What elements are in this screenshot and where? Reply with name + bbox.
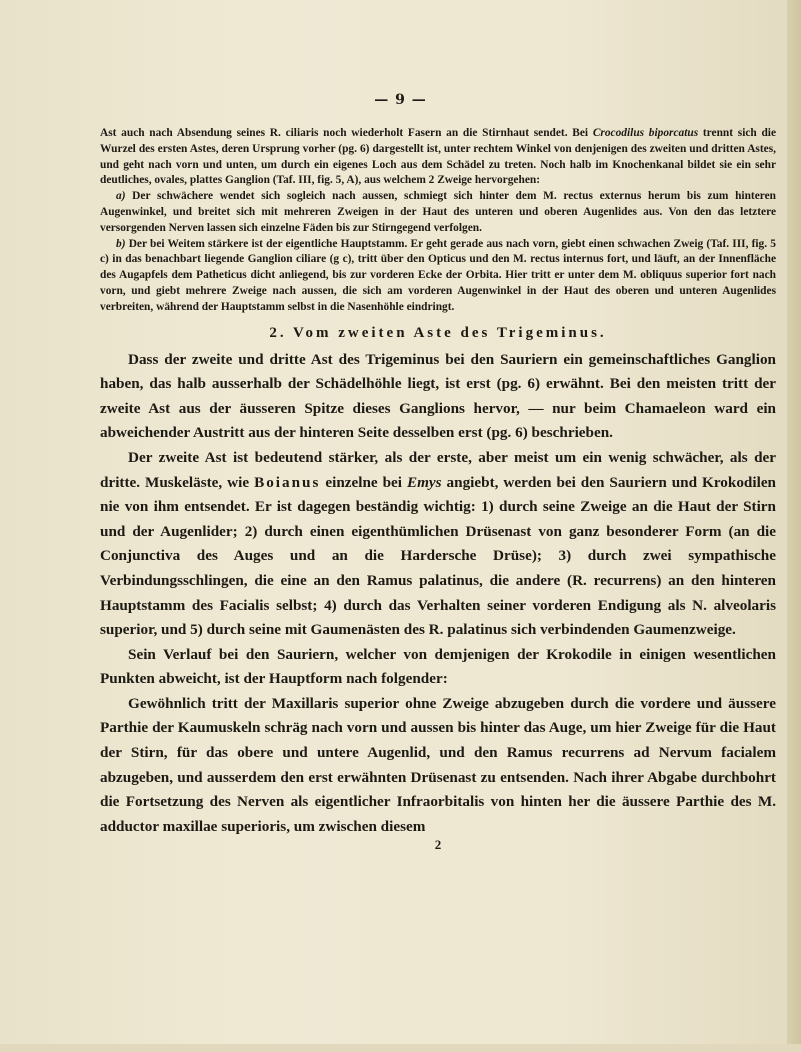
text-run: Der zweite Ast ist bedeutend stärker, als der erste, aber meist um ein wenig schwächer, als der dritte. Muskeläste, wie — [100, 448, 776, 491]
text-run: Der schwächere wendet sich sogleich nach aussen, schmiegt sich hinter dem M. rectus externus herum bis zum hinteren Augenwinkel, und breitet sich mit mehreren Zweigen in der Haut des unteren und oberen Augenlides aus. Von den das letztere versorgenden Nerven lassen sich einzelne Fäden bis zur Stirngegend verfolgen. — [100, 190, 776, 234]
species-name: Emys — [406, 473, 442, 491]
item-label: b) — [116, 237, 126, 250]
page-bottom-edge — [0, 1044, 801, 1052]
paragraph-branch-a — [100, 189, 776, 236]
page-header: — 9 — — [374, 92, 427, 108]
signature-mark: 2 — [434, 837, 442, 853]
paragraph-ganglion: Dass der zweite und dritte Ast des Trigeminus bei den Sauriern ein gemeinschaftliches Ganglion haben, das halb ausserhalb der Schädelhöhle liegt, ist erst (pg. 6) erwähnt. Bei den meisten tritt der zweite Ast aus der äusseren Spitze dieses Ganglions hervor, — nur beim Chamaeleon ward ein abweichender Austritt aus der hinteren Seite desselben erst (pg. 6) beschrieben. — [100, 350, 776, 442]
paragraph-course: Sein Verlauf bei den Sauriern, welcher von demjenigen der Krokodile in einigen wesentlichen Punkten abweicht, ist der Hauptform nach folgender: — [100, 645, 776, 688]
section-heading: 2. Vom zweiten Aste des Trigeminus. — [269, 324, 607, 341]
page-edge-shadow — [787, 0, 801, 1052]
species-name: Crocodilus biporcatus — [592, 127, 699, 139]
page-content — [100, 126, 776, 853]
author-name: Boianus — [254, 473, 321, 491]
paragraph-branch-b — [100, 237, 776, 316]
text-run: trennt sich die Wurzel des ersten Astes, deren Ursprung vorher (pg. 6) dargestellt ist, unter rechtem Winkel von denjenigen des zweiten und dritten Astes, und geht nach vorn und unten, um durch ein eigenes Loch aus dem Schädel zu treten. Noch halb im Knochenkanal bildet sie ein sehr deutliches, ovales, plattes Ganglion (Taf. III, fig. 5, A), aus welchem 2 Zweige hervorgehen: — [100, 127, 777, 187]
main-text-block — [100, 348, 776, 840]
item-label: a) — [116, 190, 126, 203]
text-run: einzelne bei — [320, 473, 407, 491]
text-run: angiebt, werden bei den Sauriern und Krokodilen nie von ihm entsendet. Er ist dagegen beständig wichtig: 1) durch seine Zweige an die Haut der Stirn und der Augenlider; 2) durch einen eigenthümlichen Drüsenast von ganz besonderer Form (an die Conjunctiva des Auges und an die Hardersche Drüse); 3) durch zwei sympathische Verbindungsschlingen, die eine an den Ramus palatinus, die andere (R. recurrens) an den hinteren Hauptstamm des Facialis selbst; 4) durch das Verhalten seiner vorderen Endigung als N. alveolaris superior, und 5) durch seine mit Gaumenästen des R. palatinus sich verbindenden Gaumenzweige. — [100, 473, 777, 639]
paragraph-maxillaris: Gewöhnlich tritt der Maxillaris superior ohne Zweige abzugeben durch die vordere und äussere Parthie der Kaumuskeln schräg nach vorn und aussen bis hinter das Auge, um hier Zweige für die Haut der Stirn, für das obere und untere Augenlid, und den Ramus recurrens ad Nervum facialem abzugeben, und ausserdem den erst erwähnten Drüsenast zu entsenden. Nach ihrer Abgabe durchbohrt die Fortsetzung des Nerven als eigentlicher Infraorbitalis von hinten her die äussere Parthie des M. adductor maxillae superioris, um zwischen diesem — [100, 694, 776, 835]
text-run: Ast auch nach Absendung seines R. ciliaris noch wiederholt Fasern an die Stirnhaut sendet. Bei — [100, 127, 593, 139]
small-print-block — [100, 126, 776, 316]
text-run: Der bei Weitem stärkere ist der eigentliche Hauptstamm. Er geht gerade aus nach vorn, giebt einen schwachen Zweig (Taf. III, fig. 5 c) in das benachbart liegende Ganglion ciliare (g c), tritt über den Opticus und den M. rectus internus fort, und läuft, an der Innenfläche des Augapfels dem Patheticus dicht anliegend, bis zur vorderen Ecke der Orbita. Hier tritt er unter dem M. obliquus superior fort nach vorn, und giebt mehrere Zweige nach aussen, die sich am vorderen Augenwinkel in der Haut des oberen und unteren Augenlides verbreiten, während der Hauptstamm selbst in die Nasenhöhle eindringt. — [100, 237, 776, 313]
paragraph-crocodilus — [100, 126, 776, 189]
paragraph-second-branch — [100, 446, 776, 643]
